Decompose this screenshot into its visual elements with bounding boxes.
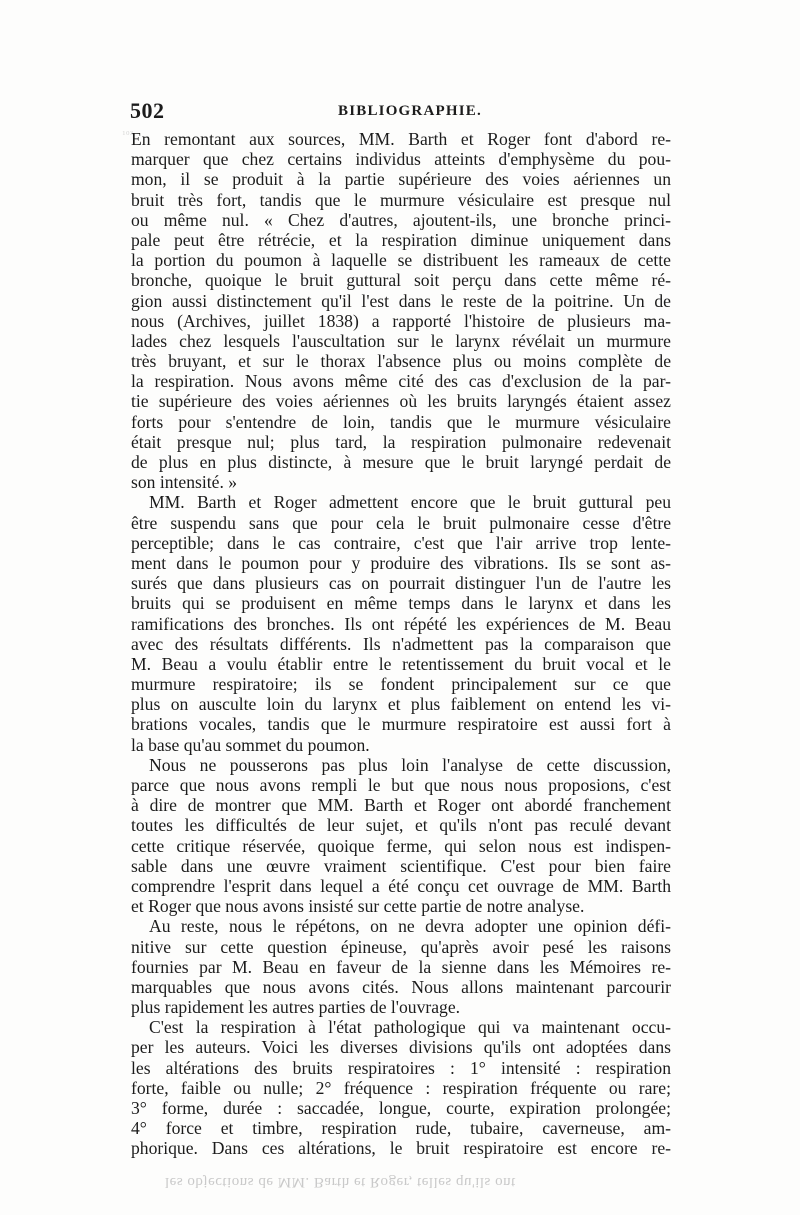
text-line: C'est la respiration à l'état pathologique qui va maintenant occu-: [149, 1017, 671, 1038]
text-line: la portion du poumon à laquelle se distribuent les rameaux de cette: [131, 250, 671, 271]
ink-smudge: ₁₀₃: [122, 124, 134, 136]
text-line: la base qu'au sommet du poumon.: [131, 734, 370, 755]
page-number: 502: [130, 98, 165, 123]
text-line: la respiration. Nous avons même cité des cas d'exclusion de la par-: [131, 371, 671, 392]
text-line: pale peut être rétrécie, et la respiration diminue uniquement dans: [131, 229, 671, 250]
text-line: avec des résultats différents. Ils n'admettent pas la comparaison que: [131, 633, 671, 654]
running-head: BIBLIOGRAPHIE.: [338, 103, 482, 119]
text-line: comprendre l'esprit dans lequel a été conçu cet ouvrage de MM. Barth: [131, 875, 671, 896]
text-line: à dire de montrer que MM. Barth et Roger ont abordé franchement: [131, 795, 671, 816]
text-line: perceptible; dans le cas contraire, c'est que l'air arrive trop lente-: [131, 532, 671, 553]
text-line: Au reste, nous le répétons, on ne devra adopter une opinion défi-: [149, 916, 671, 937]
text-line: plus on ausculte loin du larynx et plus faiblement on entend les vi-: [131, 694, 671, 715]
text-line: ment dans le poumon pour y produire des vibrations. Ils se sont as-: [131, 552, 671, 573]
text-line: lades chez lesquels l'auscultation sur le larynx révélait un murmure: [131, 330, 671, 351]
text-line: toutes les difficultés de leur sujet, et qu'ils n'ont pas reculé devant: [131, 815, 671, 836]
text-line: mon, il se produit à la partie supérieure des voies aériennes un: [131, 169, 671, 190]
text-line: cette critique réservée, quoique ferme, qui selon nous est indispen-: [131, 835, 671, 856]
text-line: de plus en plus distincte, à mesure que le bruit laryngé perdait de: [131, 452, 671, 472]
text-line: En remontant aux sources, MM. Barth et Roger font d'abord re-: [131, 129, 671, 149]
text-line: bronche, quoique le bruit guttural soit perçu dans cette même ré-: [131, 270, 671, 291]
text-line: bruits qui se produisent en même temps dans le larynx et dans les: [131, 593, 671, 614]
text-line: ramifications des bronches. Ils ont répété les expériences de M. Beau: [131, 613, 671, 634]
text-line: marquer que chez certains individus atteints d'emphysème du pou-: [131, 149, 671, 170]
text-line: parce que nous avons rempli le but que nous nous proposions, c'est: [131, 775, 671, 795]
text-line: fournies par M. Beau en faveur de la sienne dans les Mémoires re-: [131, 956, 671, 977]
text-line: MM. Barth et Roger admettent encore que le bruit guttural peu: [149, 492, 671, 513]
text-line: bruit très fort, tandis que le murmure vésiculaire est presque nul: [131, 189, 671, 210]
text-line: nitive sur cette question épineuse, qu'après avoir pesé les raisons: [131, 936, 671, 957]
text-line: les altérations des bruits respiratoires : 1° intensité : respiration: [131, 1057, 671, 1078]
text-line: nous (Archives, juillet 1838) a rapporté l'histoire de plusieurs ma-: [131, 310, 671, 331]
text-line: 4° force et timbre, respiration rude, tubaire, caverneuse, am-: [131, 1118, 671, 1139]
text-line: tie supérieure des voies aériennes où les bruits laryngés étaient assez: [131, 391, 671, 412]
body-text: [131, 129, 671, 1159]
text-line: per les auteurs. Voici les diverses divisions qu'ils ont adoptées dans: [131, 1037, 671, 1058]
text-line: forts pour s'entendre de loin, tandis que le murmure vésiculaire: [131, 411, 671, 432]
text-line: phorique. Dans ces altérations, le bruit respiratoire est encore re-: [131, 1138, 671, 1159]
text-line: très bruyant, et sur le thorax l'absence plus ou moins complète de: [131, 351, 671, 372]
text-line: ou même nul. « Chez d'autres, ajoutent-ils, une bronche princi-: [131, 209, 671, 230]
text-line: marquables que nous avons cités. Nous allons maintenant parcourir: [131, 976, 671, 997]
text-line: être suspendu sans que pour cela le bruit pulmonaire cesse d'être: [131, 512, 671, 533]
text-line: forte, faible ou nulle; 2° fréquence : respiration fréquente ou rare;: [131, 1077, 671, 1098]
text-line: plus rapidement les autres parties de l'ouvrage.: [131, 997, 461, 1018]
text-line: son intensité. »: [131, 472, 238, 493]
text-line: était presque nul; plus tard, la respiration pulmonaire redevenait: [131, 431, 671, 452]
page-header: [130, 98, 670, 124]
text-line: M. Beau a voulu établir entre le retentissement du bruit vocal et le: [131, 653, 671, 674]
text-line: brations vocales, tandis que le murmure respiratoire est aussi fort à: [131, 714, 671, 735]
text-line: Nous ne pousserons pas plus loin l'analyse de cette discussion,: [149, 754, 671, 775]
text-line: gion aussi distinctement qu'il l'est dans le reste de la poitrine. Un de: [131, 290, 671, 311]
bleed-through-text: les objections de MM. Barth et Roger, telles qu'ils ont: [165, 1174, 516, 1190]
text-line: murmure respiratoire; ils se fondent principalement sur ce que: [131, 674, 671, 695]
text-line: sable dans une œuvre vraiment scientifique. C'est pour bien faire: [131, 855, 671, 876]
text-line: surés que dans plusieurs cas on pourrait distinguer l'un de l'autre les: [131, 573, 671, 594]
text-line: 3° forme, durée : saccadée, longue, courte, expiration prolongée;: [131, 1098, 671, 1118]
text-line: et Roger que nous avons insisté sur cette partie de notre analyse.: [131, 896, 585, 917]
